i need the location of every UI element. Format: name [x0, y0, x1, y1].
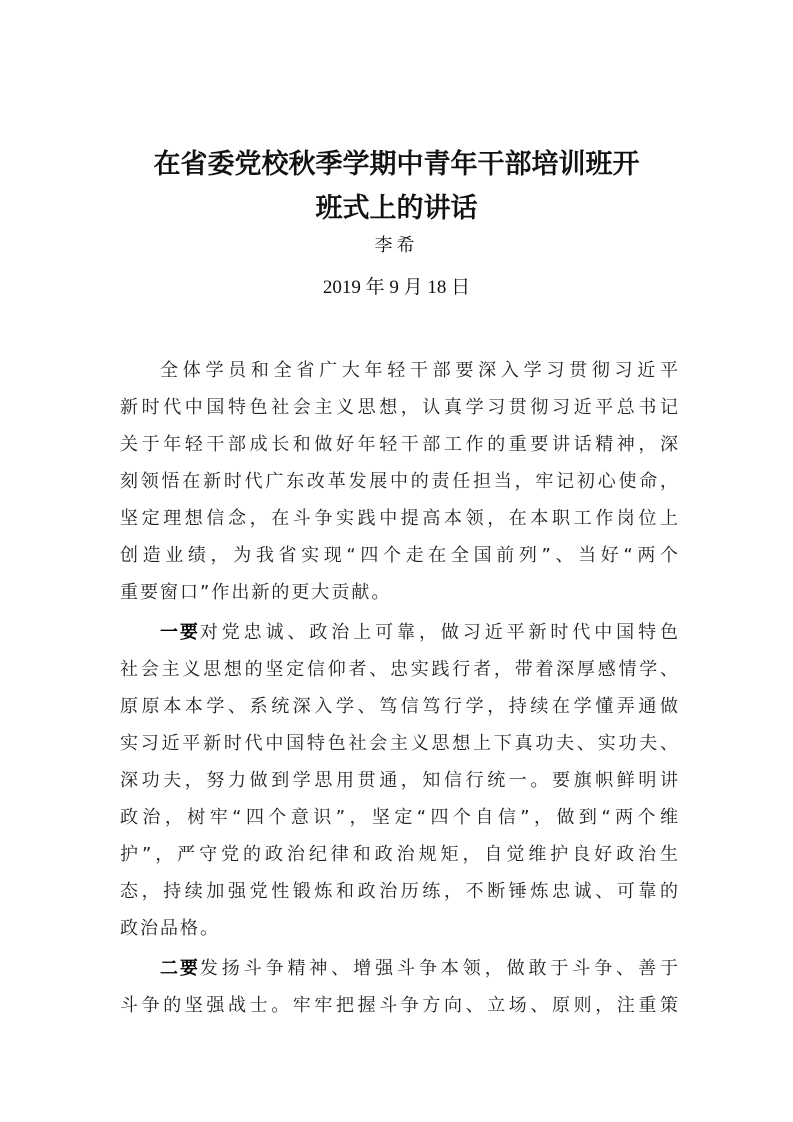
document-body	[120, 352, 680, 1024]
text-line: 实习近平新时代中国特色社会主义思想上下真功夫、实功夫、	[120, 733, 680, 754]
document-title-line-2: 班式上的讲话	[315, 193, 478, 224]
author: 李希	[374, 235, 419, 256]
document-title-line-1: 在省委党校秋季学期中青年干部培训班开	[153, 149, 640, 180]
text-line: 政治，树牢“四个意识”，坚定“四个自信”，做到“两个维	[120, 807, 680, 828]
text-line: 刻领悟在新时代广东改革发展中的责任担当，牢记初心使命，	[120, 471, 680, 492]
text-line: 斗争的坚强战士。牢牢把握斗争方向、立场、原则，注重策	[120, 995, 680, 1016]
text-line: 新时代中国特色社会主义思想，认真学习贯彻习近平总书记	[120, 397, 680, 418]
paragraph-first-requirement	[120, 614, 680, 947]
text-line: 深功夫，努力做到学思用贯通，知信行统一。要旗帜鲜明讲	[120, 770, 680, 791]
text-line: 态，持续加强党性锻炼和政治历练，不断锤炼忠诚、可靠的	[120, 881, 680, 902]
text-line	[120, 614, 680, 651]
text-line: 重要窗口”作出新的更大贡献。	[120, 582, 392, 603]
paragraph-lead: 二要	[160, 958, 200, 979]
date: 2019 年 9 月 18 日	[322, 277, 471, 298]
text-line: 坚定理想信念，在斗争实践中提高本领，在本职工作岗位上	[120, 508, 680, 529]
paragraph-lead: 一要	[160, 622, 200, 643]
text-line: 全体学员和全省广大年轻干部要深入学习贯彻习近平	[160, 360, 680, 381]
text-line: 社会主义思想的坚定信仰者、忠实践行者，带着深厚感情学、	[120, 659, 680, 680]
text-line-content: 发扬斗争精神、增强斗争本领，做敢于斗争、善于	[199, 958, 680, 979]
paragraph-intro	[120, 352, 680, 611]
text-line-content: 对党忠诚、政治上可靠，做习近平新时代中国特色	[199, 622, 680, 643]
text-line: 关于年轻干部成长和做好年轻干部工作的重要讲话精神，深	[120, 434, 680, 455]
text-line: 护”，严守党的政治纪律和政治规矩，自觉维护良好政治生	[120, 844, 680, 865]
paragraph-second-requirement	[120, 950, 680, 1024]
text-line	[120, 950, 680, 987]
text-line: 创造业绩，为我省实现“四个走在全国前列”、当好“两个	[120, 545, 680, 566]
text-line: 原原本本学、系统深入学、笃信笃行学，持续在学懂弄通做	[120, 696, 680, 717]
text-line: 政治品格。	[120, 918, 220, 939]
